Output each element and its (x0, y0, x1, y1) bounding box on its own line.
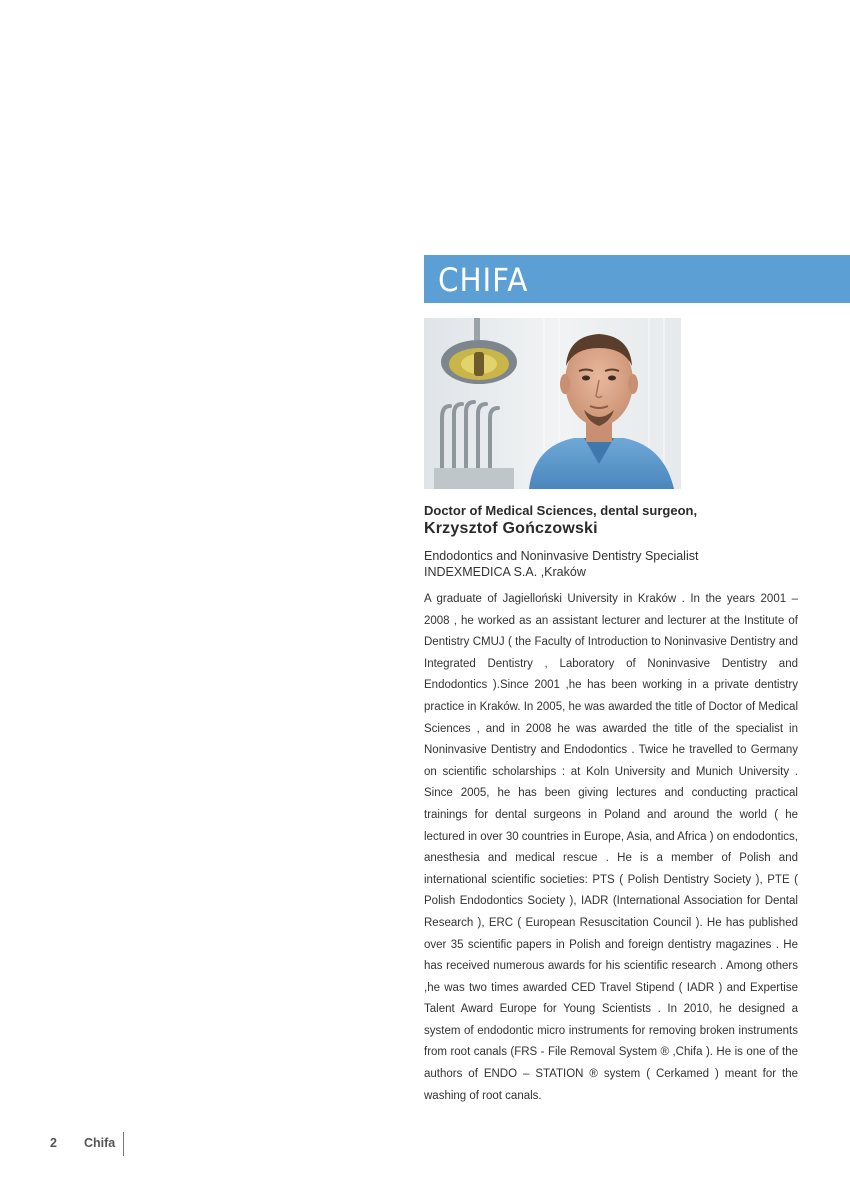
affiliation: INDEXMEDICA S.A. ,Kraków (424, 565, 586, 579)
portrait-photo (424, 318, 681, 489)
portrait-illustration (424, 318, 681, 489)
doctor-name: Krzysztof Gończowski (424, 520, 598, 537)
title-banner (424, 255, 850, 303)
specialty: Endodontics and Noninvasive Dentistry Specialist (424, 549, 699, 563)
footer-title: Chifa (84, 1136, 116, 1150)
footer-divider (123, 1132, 124, 1156)
page-title: CHIFA (438, 261, 529, 299)
page-number: 2 (50, 1136, 57, 1150)
specialty-block (424, 548, 804, 580)
biography-paragraph: A graduate of Jagielloński University in Kraków . In the years 2001 – 2008 , he worked as an assistant lecturer and lecturer at the Institute of Dentistry CMUJ ( the Faculty of Introduction to Noninvasive Dentistry and Integrated Dentistry , Laboratory of Noninvasive Dentistry and Endodontics ).Since 2001 ,he has been working in a private dentistry practice in Kraków. In 2005, he was awarded the title of Doctor of Medical Sciences , and in 2008 he was awarded the title of the specialist in Noninvasive Dentistry and Endodontics . Twice he travelled to Germany on scientific scholarships : at Koln University and Munich University . Since 2005, he has been giving lectures and conducting practical trainings for dental surgeons in Poland and around the world ( he lectured in over 30 countries in Europe, Asia, and Africa ) on endodontics, anesthesia and medical rescue . He is a member of Polish and international scientific societies: PTS ( Polish Dentistry Society ), PTE ( Polish Endodontics Society ), IADR (International Association for Dental Research ), ERC ( European Resuscitation Council ). He has published over 35 scientific papers in Polish and foreign dentistry magazines . He has received numerous awards for his scientific research . Among others ,he was two times awarded CED Travel Stipend ( IADR ) and Expertise Talent Award Europe for Young Scientists . In 2010, he designed a system of endodontic micro instruments for removing broken instruments from root canals (FRS - File Removal System ® ,Chifa ). He is one of the authors of ENDO – STATION ® system ( Cerkamed ) meant for the washing of root canals. (424, 593, 798, 1102)
professional-title: Doctor of Medical Sciences, dental surgeon, (424, 503, 698, 518)
